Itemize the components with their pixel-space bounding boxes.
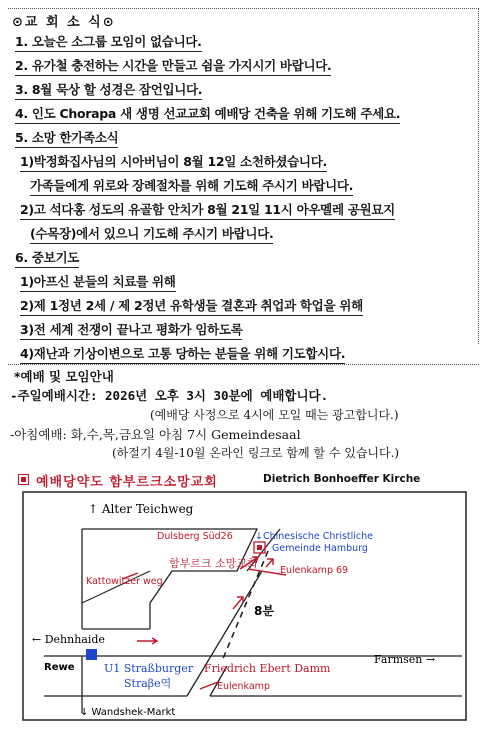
eulenkamp-road-lower-left [187, 571, 262, 696]
morning-service-note: (하절기 4월-10월 온라인 링크로 함께 할 수 있습니다.) [112, 446, 400, 460]
news-line-14: 4)재난과 기상이변으로 고통 당하는 분들을 위해 기도합시다. [20, 344, 345, 364]
map-heading-korean: 예배당약도 함부르크소망교회 [36, 475, 218, 490]
news-line-7: 가족들에게 위로와 장례절차를 위해 기도해 주시기 바랍니다. [30, 176, 353, 196]
worship-title: *예배 및 모임안내 [14, 369, 114, 384]
morning-service: -아침예배: 화,수,목,금요일 아침 7시 Gemeindesaal [10, 427, 301, 442]
news-line-10: 6. 중보기도 [15, 248, 79, 268]
news-line-13: 3)전 세계 전쟁이 끝나고 평화가 임하도록 [20, 320, 242, 340]
route-arrow-northeast-2 [266, 559, 273, 567]
church-marker-dot [257, 545, 262, 550]
label-wandsbek-markt: ↓ Wandshek-Markt [80, 707, 176, 718]
label-farmsen: Farmsen → [374, 653, 436, 666]
label-church-german-2: Gemeinde Hamburg [272, 543, 368, 554]
route-arrow-east [137, 638, 157, 644]
label-walk-time: 8분 [254, 604, 274, 618]
label-alter-teichweg: ↑ Alter Teichweg [88, 502, 194, 516]
label-church-german-1: ↓Chinesische Christliche [255, 531, 374, 542]
subway-station-icon [86, 649, 97, 660]
map-heading-german: Dietrich Bonhoeffer Kirche [263, 473, 421, 485]
sunday-service-time: -주일예배시간: 2026년 오후 3시 30분에 예배합니다. [10, 388, 329, 403]
label-eulenkamp: Eulenkamp [217, 681, 270, 692]
news-line-9: (수목장)에서 있으니 기도해 주시기 바랍니다. [30, 224, 273, 244]
label-u1-strassburger: U1 Straßburger [104, 662, 194, 675]
news-line-5: 5. 소망 한가족소식 [15, 128, 118, 148]
worship-info-section [8, 364, 479, 460]
label-strasse-station: Straβe역 [124, 677, 172, 690]
route-arrow-northeast-1 [233, 597, 243, 609]
news-title: ⊙교 회 소 식⊙ [12, 15, 116, 30]
label-friedrich-ebert-damm: Friedrich Ebert Damm [204, 662, 331, 675]
news-line-2: 2. 유가철 충전하는 시간을 만들고 쉼을 가지시기 바랍니다. [15, 56, 331, 76]
church-news-section [8, 8, 479, 361]
map-heading [18, 471, 478, 491]
red-square-icon [18, 474, 29, 485]
news-line-3: 3. 8월 묵상 할 성경은 잠언입니다. [15, 80, 202, 100]
news-line-11: 1)아프신 분들의 치료를 위해 [20, 272, 176, 292]
news-line-1: 1. 오늘은 소그룹 모임이 없습니다. [15, 32, 202, 52]
sunday-service-note: (예배당 사정으로 4시에 모일 때는 광고합니다.) [150, 408, 399, 422]
label-rewe: Rewe [44, 662, 75, 673]
label-eulenkamp-69: Eulenkamp 69 [280, 565, 349, 576]
label-dehnhaide: ← Dehnhaide [32, 633, 105, 646]
news-line-6: 1)박정화집사님의 시아버님이 8월 12일 소천하셨습니다. [20, 152, 327, 172]
news-line-12: 2)제 1정년 2세 / 제 2정년 유학생들 결혼과 취업과 학업을 위해 [20, 296, 363, 316]
news-line-4: 4. 인도 Chorapa 새 생명 선교교회 예배당 건축을 위해 기도해 주세요. [15, 104, 400, 124]
news-line-8: 2)고 석다홍 성도의 유골함 안치가 8월 21일 11시 아우멜레 공원묘지 [20, 200, 395, 220]
label-dulsberg: Dulsberg Süd26 [157, 531, 233, 542]
label-church-korean: 함부르크 소망교회 [169, 557, 258, 570]
label-kattowitzer-weg: Kattowitzer weg [86, 576, 163, 587]
church-location-map [22, 491, 467, 721]
